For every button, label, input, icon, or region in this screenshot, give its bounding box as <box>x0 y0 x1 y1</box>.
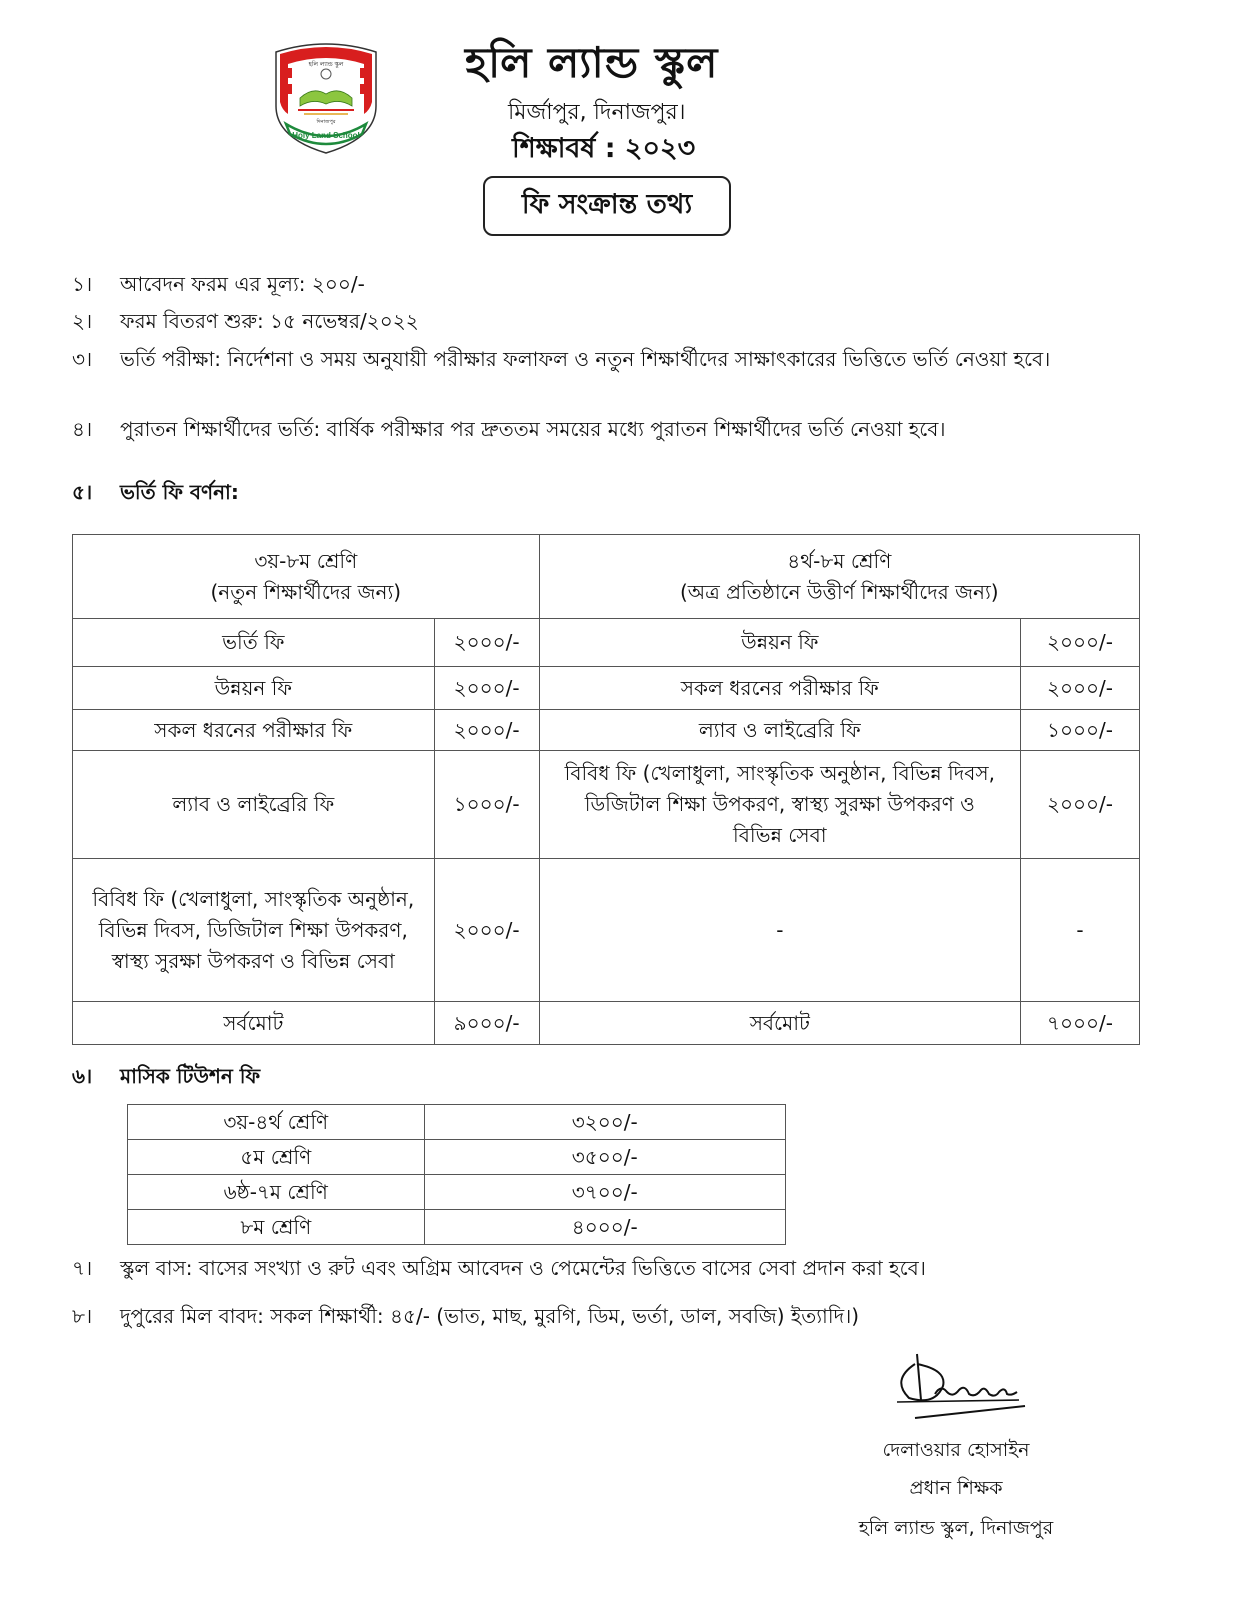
left-group-classes: ৩য়-৮ম শ্রেণি <box>254 548 358 573</box>
notice-title-box <box>483 176 731 236</box>
fee-cell: ৩২০০/- <box>424 1105 785 1140</box>
section-number: ৬। <box>72 1064 93 1088</box>
tuition-fee-heading <box>72 1062 260 1095</box>
section-title: ভর্তি ফি বর্ণনা: <box>120 480 239 504</box>
right-group-header <box>539 535 1139 619</box>
right-fee-amount: - <box>1021 859 1140 1002</box>
table-row <box>128 1175 786 1210</box>
right-fee-label: বিবিধ ফি (খেলাধুলা, সাংস্কৃতিক অনুষ্ঠান, বিভিন্ন দিবস, ডিজিটাল শিক্ষা উপকরণ, স্বাস্থ্য সুরক্ষা উপকরণ ও বিভিন্ন সেবা <box>539 751 1020 859</box>
left-fee-amount: ২০০০/- <box>434 619 539 667</box>
list-item <box>72 1254 926 1287</box>
left-group-note: (নতুন শিক্ষার্থীদের জন্য) <box>210 579 402 604</box>
right-group-note: (অত্র প্রতিষ্ঠানে উত্তীর্ণ শিক্ষার্থীদের জন্য) <box>679 579 999 604</box>
left-fee-amount: ২০০০/- <box>434 710 539 751</box>
list-item <box>72 270 365 303</box>
table-row <box>73 619 1140 667</box>
tuition-fee-table <box>127 1104 786 1245</box>
fee-cell: ৩৫০০/- <box>424 1140 785 1175</box>
right-fee-label: ল্যাব ও লাইব্রেরি ফি <box>539 710 1020 751</box>
item-text: স্কুল বাস: বাসের সংখ্যা ও রুট এবং অগ্রিম আবেদন ও পেমেন্টের ভিত্তিতে বাসের সেবা প্রদান করা হবে। <box>120 1256 926 1280</box>
right-fee-amount: ১০০০/- <box>1021 710 1140 751</box>
item-number: ১। <box>72 272 93 296</box>
logo-top-text: হলি ল্যান্ড স্কুল <box>308 61 344 68</box>
left-total-amount: ৯০০০/- <box>434 1002 539 1045</box>
right-total-amount: ৭০০০/- <box>1021 1002 1140 1045</box>
fee-cell: ৩৭০০/- <box>424 1175 785 1210</box>
left-fee-label: সকল ধরনের পরীক্ষার ফি <box>73 710 435 751</box>
right-fee-amount: ২০০০/- <box>1021 751 1140 859</box>
item-number: ৭। <box>72 1256 93 1280</box>
table-row <box>73 859 1140 1002</box>
left-fee-amount: ২০০০/- <box>434 859 539 1002</box>
item-text: ফরম বিতরণ শুরু: ১৫ নভেম্বর/২০২২ <box>120 309 419 333</box>
left-fee-amount: ২০০০/- <box>434 667 539 710</box>
table-row <box>128 1140 786 1175</box>
school-name: হলি ল্যান্ড স্কুল <box>465 38 719 87</box>
left-fee-label: ভর্তি ফি <box>73 619 435 667</box>
class-cell: ৮ম শ্রেণি <box>128 1210 425 1245</box>
right-fee-label: উন্নয়ন ফি <box>539 619 1020 667</box>
left-fee-amount: ১০০০/- <box>434 751 539 859</box>
academic-session: শিক্ষাবর্ষ : ২০২৩ <box>512 133 696 164</box>
signatory-institution: হলি ল্যান্ড স্কুল, দিনাজপুর <box>858 1517 1054 1539</box>
list-item <box>72 415 946 448</box>
left-fee-label: ল্যাব ও লাইব্রেরি ফি <box>73 751 435 859</box>
fee-cell: ৪০০০/- <box>424 1210 785 1245</box>
table-row <box>73 667 1140 710</box>
item-number: ৮। <box>72 1304 93 1328</box>
table-row <box>128 1105 786 1140</box>
list-item <box>72 1302 859 1335</box>
right-fee-label: - <box>539 859 1020 1002</box>
class-cell: ৬ষ্ঠ-৭ম শ্রেণি <box>128 1175 425 1210</box>
list-item <box>72 307 419 340</box>
right-fee-label: সকল ধরনের পরীক্ষার ফি <box>539 667 1020 710</box>
school-address: মির্জাপুর, দিনাজপুর। <box>508 100 686 125</box>
logo-english-name: Holy Land School <box>292 131 360 140</box>
right-total-label: সর্বমোট <box>539 1002 1020 1045</box>
table-row <box>128 1210 786 1245</box>
table-row <box>73 751 1140 859</box>
school-logo <box>270 40 382 155</box>
item-text: দুপুরের মিল বাবদ: সকল শিক্ষার্থী: ৪৫/- (ভাত, মাছ, মুরগি, ডিম, ভর্তা, ডাল, সবজি) ইত্যাদি।) <box>120 1304 860 1328</box>
left-fee-label: উন্নয়ন ফি <box>73 667 435 710</box>
admission-fee-heading <box>72 478 239 511</box>
table-total-row <box>73 1002 1140 1045</box>
left-group-header <box>73 535 540 619</box>
admission-fee-table <box>72 534 1140 1045</box>
class-cell: ৫ম শ্রেণি <box>128 1140 425 1175</box>
logo-location: দিনাজপুর <box>316 119 336 125</box>
table-header-row <box>73 535 1140 619</box>
class-cell: ৩য়-৪র্থ শ্রেণি <box>128 1105 425 1140</box>
notice-title: ফি সংক্রান্ত তথ্য <box>521 188 693 220</box>
list-item <box>72 341 1140 377</box>
signatory-designation: প্রধান শিক্ষক <box>909 1477 1003 1499</box>
item-text: পুরাতন শিক্ষার্থীদের ভর্তি: বার্ষিক পরীক্ষার পর দ্রুততম সময়ের মধ্যে পুরাতন শিক্ষার্থীদের ভর্তি নেওয়া হবে। <box>120 417 946 441</box>
headmaster-signature <box>895 1350 1035 1422</box>
item-number: ২। <box>72 309 93 333</box>
item-text: ভর্তি পরীক্ষা: নির্দেশনা ও সময় অনুযায়ী পরীক্ষার ফলাফল ও নতুন শিক্ষার্থীদের সাক্ষাৎকারের ভিত্তিতে ভর্তি নেওয়া হবে। <box>120 347 1051 371</box>
right-group-classes: ৪র্থ-৮ম শ্রেণি <box>787 548 892 573</box>
signatory-name: দেলাওয়ার হোসাইন <box>882 1439 1030 1461</box>
section-number: ৫। <box>72 480 93 504</box>
right-fee-amount: ২০০০/- <box>1021 667 1140 710</box>
table-row <box>73 710 1140 751</box>
item-number: ৪। <box>72 417 93 441</box>
right-fee-amount: ২০০০/- <box>1021 619 1140 667</box>
item-text: আবেদন ফরম এর মূল্য: ২০০/- <box>120 272 365 296</box>
section-title: মাসিক টিউশন ফি <box>120 1064 261 1088</box>
item-number: ৩। <box>72 347 93 371</box>
left-total-label: সর্বমোট <box>73 1002 435 1045</box>
left-fee-label: বিবিধ ফি (খেলাধুলা, সাংস্কৃতিক অনুষ্ঠান, বিভিন্ন দিবস, ডিজিটাল শিক্ষা উপকরণ, স্বাস্থ্য সুরক্ষা উপকরণ ও বিভিন্ন সেবা <box>73 859 435 1002</box>
